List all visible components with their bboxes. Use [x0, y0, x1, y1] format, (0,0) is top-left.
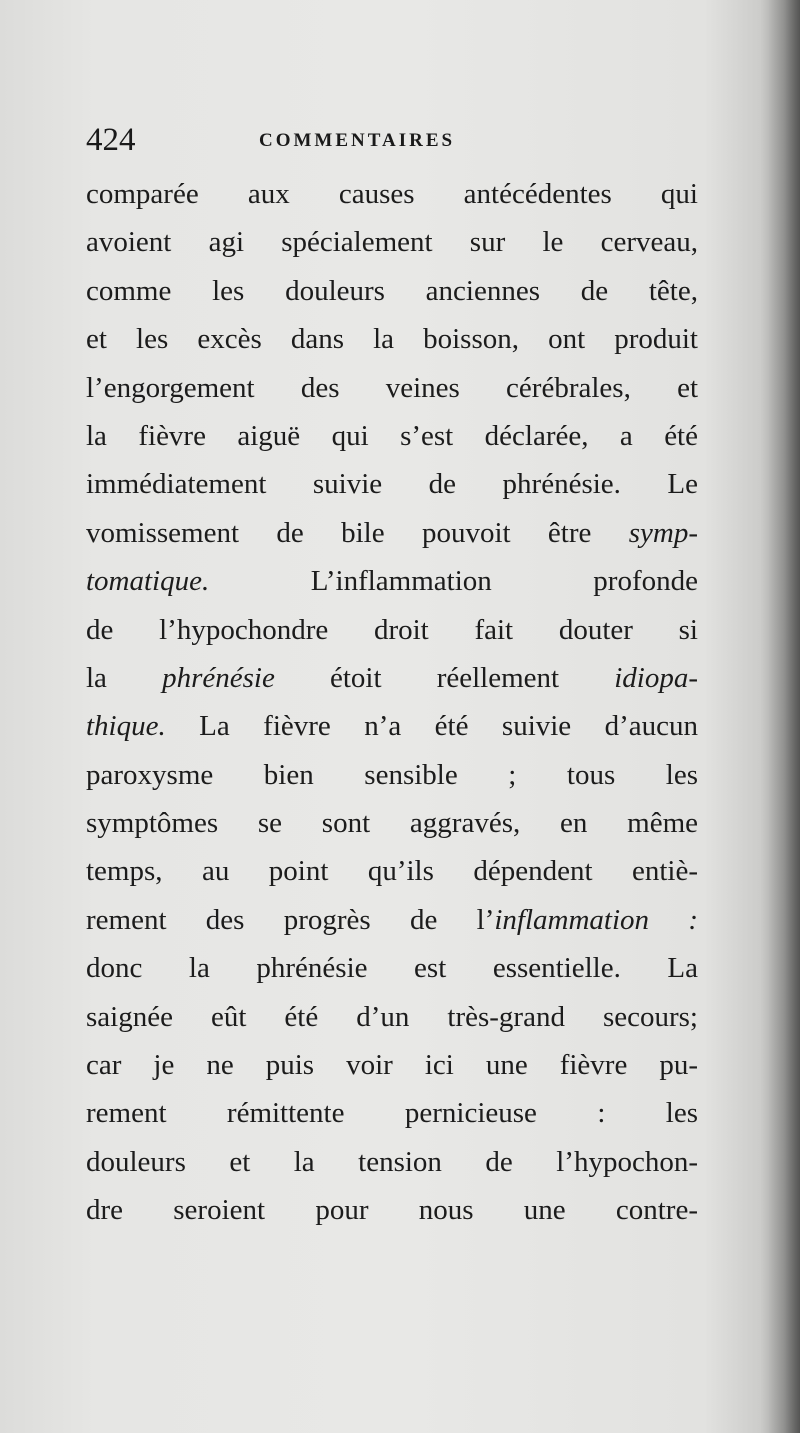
text-segment: avoient agi spécialement sur le cerveau,	[86, 226, 698, 259]
text-line	[86, 1041, 698, 1089]
text-segment: la fièvre aiguë qui s’est déclarée, a été	[86, 419, 698, 452]
page-number: 424	[86, 122, 136, 158]
text-segment: immédiatement suivie de phrénésie. Le	[86, 468, 698, 501]
text-line	[86, 1138, 698, 1186]
italic-text-segment: idiopa-	[614, 661, 698, 694]
text-line	[86, 799, 698, 847]
italic-text-segment: phrénésie	[162, 661, 275, 694]
text-line	[86, 267, 698, 315]
text-line	[86, 460, 698, 508]
italic-text-segment: thique.	[86, 710, 166, 743]
text-segment: de l’hypochondre droit fait douter si	[86, 613, 698, 646]
italic-text-segment: tomatique.	[86, 565, 210, 598]
text-line	[86, 751, 698, 799]
italic-text-segment: symp-	[628, 516, 698, 549]
page-gutter-shadow	[760, 0, 800, 1433]
text-segment: dre seroient pour nous une contre-	[86, 1194, 698, 1227]
text-line	[86, 702, 698, 750]
text-segment: saignée eût été d’un très-grand secours;	[86, 1000, 698, 1033]
text-segment: et les excès dans la boisson, ont produit	[86, 323, 698, 356]
text-line	[86, 654, 698, 702]
text-segment: la	[86, 661, 163, 694]
text-line	[86, 557, 698, 605]
text-segment: donc la phrénésie est essentielle. La	[86, 952, 698, 985]
text-segment: car je ne puis voir ici une fièvre pu-	[86, 1049, 698, 1082]
text-line	[86, 1089, 698, 1137]
text-segment: vomissement de bile pouvoit être	[86, 516, 629, 549]
text-segment: L’inflammation profonde	[209, 565, 698, 598]
text-line	[86, 847, 698, 895]
text-segment: rement des progrès de l’	[86, 903, 495, 936]
text-line	[86, 364, 698, 412]
text-line	[86, 509, 698, 557]
text-segment: comme les douleurs anciennes de tête,	[86, 274, 698, 307]
text-segment: La fièvre n’a été suivie d’aucun	[165, 710, 698, 743]
text-segment: paroxysme bien sensible ; tous les	[86, 758, 698, 791]
text-segment: comparée aux causes antécédentes qui	[86, 178, 698, 210]
running-title: COMMENTAIRES	[259, 130, 456, 151]
text-line	[86, 896, 698, 944]
text-segment: symptômes se sont aggravés, en même	[86, 807, 698, 840]
text-line	[86, 218, 698, 266]
text-segment: étoit réellement	[274, 661, 615, 694]
text-line	[86, 993, 698, 1041]
page-header	[86, 122, 706, 162]
text-segment: douleurs et la tension de l’hypochon-	[86, 1145, 698, 1178]
text-line	[86, 315, 698, 363]
body-text	[86, 170, 698, 1235]
text-line	[86, 412, 698, 460]
text-line	[86, 944, 698, 992]
text-segment: l’engorgement des veines cérébrales, et	[86, 371, 698, 404]
text-segment: temps, au point qu’ils dépendent entiè-	[86, 855, 698, 888]
text-line	[86, 606, 698, 654]
text-line	[86, 1186, 698, 1234]
text-segment: rement rémittente pernicieuse : les	[86, 1097, 698, 1130]
italic-text-segment: inflammation :	[494, 903, 698, 936]
text-line	[86, 170, 698, 218]
